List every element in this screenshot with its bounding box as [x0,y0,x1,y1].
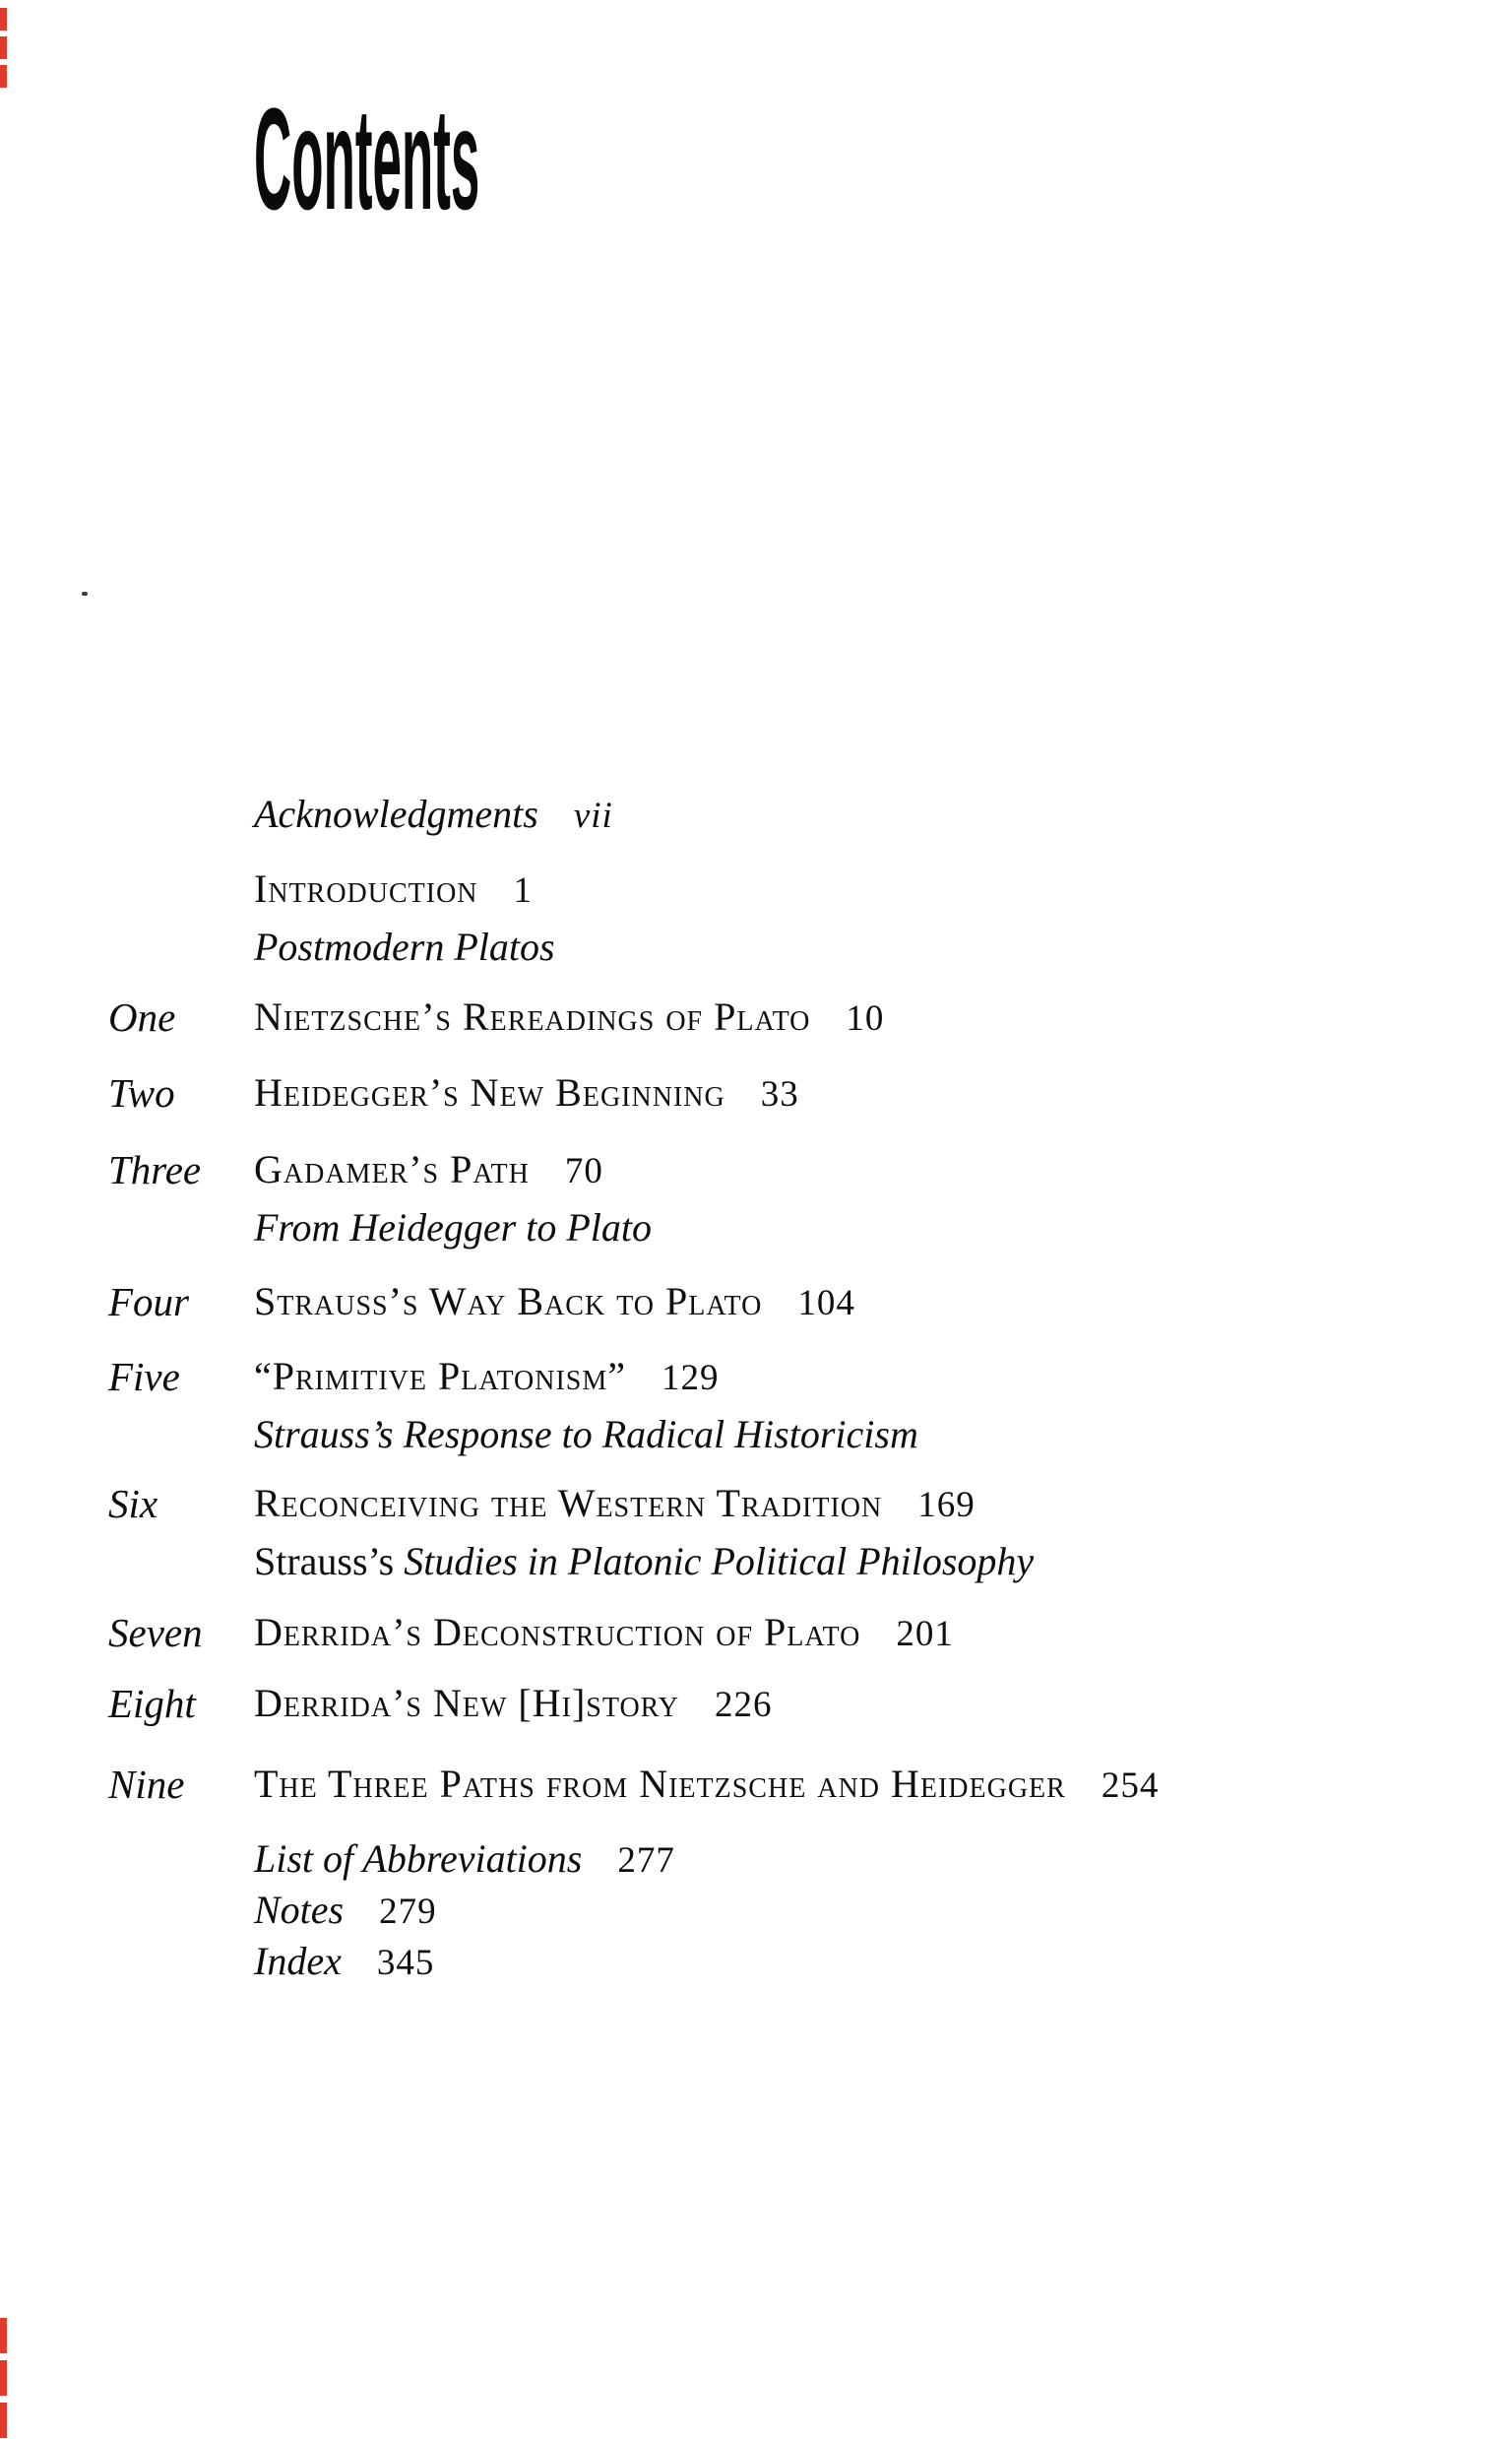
subtitle-book-title: Studies in Platonic Political Philosophy [404,1539,1035,1583]
toc-page-number: 201 [896,1614,954,1654]
toc-entry-title: Derrida’s Deconstruction of Plato [254,1610,861,1654]
subtitle-author: Strauss’s [254,1539,405,1583]
toc-row-six [108,1479,1034,1595]
scan-edge-marks-bottom [0,2318,7,2439]
toc-page-number: 1 [513,870,534,911]
toc-entry-title: Introduction [254,866,478,911]
toc-entry-title: List of Abbreviations [254,1836,583,1881]
chapter-number: Four [108,1279,189,1324]
toc-entry-title: “Primitive Platonism” [254,1354,627,1398]
toc-row-two [108,1068,799,1126]
toc-entry-title: Gadamer’s Path [254,1147,530,1191]
toc-page-number: vii [573,796,613,836]
toc-row-one [108,993,884,1051]
toc-entry-title: Strauss’s Way Back to Plato [254,1279,763,1323]
chapter-number: Five [108,1354,180,1399]
scan-mark [0,2318,7,2353]
toc-entry-title: Derrida’s New [Hi]story [254,1681,680,1725]
toc-entry-title: Notes [254,1888,345,1932]
scan-edge-marks-top [0,8,7,94]
toc-entry-title: Index [254,1939,342,1983]
toc-entry-subtitle: Postmodern Platos [254,925,555,969]
toc-row-seven [108,1608,954,1666]
toc-row-index [108,1937,434,1995]
chapter-number: One [108,995,176,1040]
toc-row-acknowledgments [108,790,613,848]
toc-page-number: 129 [662,1358,720,1398]
toc-row-nine [108,1760,1159,1818]
toc-entry-title: The Three Paths from Nietzsche and Heidegger [254,1762,1066,1806]
scan-mark [0,2360,7,2396]
toc-page-number: 226 [715,1685,773,1725]
toc-entry-subtitle [254,1537,1034,1595]
toc-entry-title: Nietzsche’s Rereadings of Plato [254,995,811,1039]
toc-row-three [108,1145,652,1252]
chapter-number: Seven [108,1610,203,1655]
toc-row-introduction [108,865,555,972]
toc-entry-subtitle: Strauss’s Response to Radical Historicism [254,1412,918,1456]
toc-row-four [108,1277,855,1335]
scan-speck [82,592,88,596]
scan-mark [0,8,7,31]
toc-page-number: 277 [617,1840,675,1881]
toc-row-eight [108,1679,773,1737]
toc-page-number: 169 [917,1485,976,1525]
toc-entry-title: Heidegger’s New Beginning [254,1070,725,1115]
page-title: Contents [254,79,480,240]
chapter-number: Eight [108,1681,196,1726]
toc-entry-title: Reconceiving the Western Tradition [254,1481,883,1525]
toc-entry-title: Acknowledgments [254,792,538,836]
toc-page-number: 10 [846,998,885,1039]
toc-page-number: 70 [564,1151,603,1191]
scan-mark [0,65,7,88]
toc-page-number: 104 [797,1283,855,1323]
toc-page-number: 33 [760,1074,799,1115]
toc-page-number: 345 [376,1943,435,1983]
toc-row-abbreviations [108,1834,675,1893]
toc-page-number: 279 [379,1892,437,1932]
scan-mark [0,36,7,59]
chapter-number: Nine [108,1762,185,1807]
toc-entry-subtitle: From Heidegger to Plato [254,1205,653,1250]
chapter-number: Six [108,1481,158,1526]
toc-row-five [108,1352,918,1459]
chapter-number: Two [108,1070,175,1116]
chapter-number: Three [108,1147,202,1192]
toc-row-notes [108,1886,437,1944]
toc-page-number: 254 [1101,1765,1160,1806]
scan-mark [0,2403,7,2438]
